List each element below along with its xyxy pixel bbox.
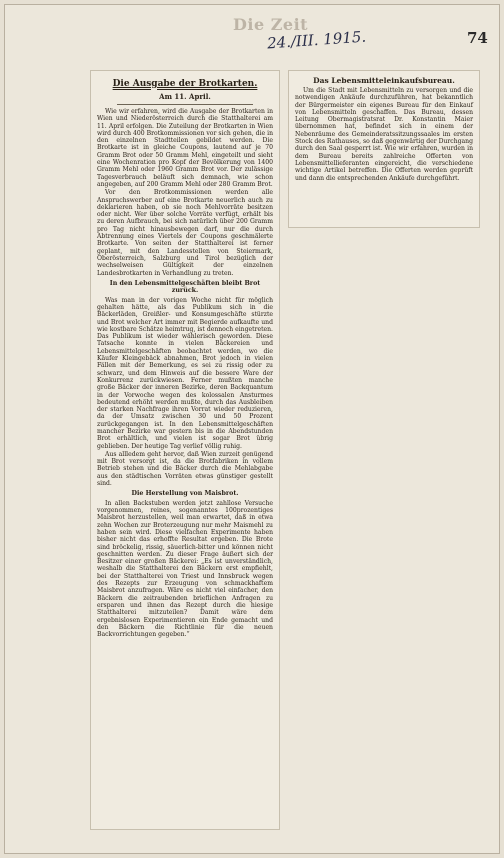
subheading: Die Herstellung von Maisbrot. <box>131 490 239 498</box>
paragraph: Um die Stadt mit Lebensmitteln zu versorgen und die notwendigen Ankäufe durchzuführen, hat bekanntlich der Bürgermeister ein eigenes Bureau für den Einkauf von Lebensmitteln geschaffen. Das Bureau, dessen Leitung Obermagistratsrat Dr. Konstantin Maier übernommen hat, befindet sich in einem der Nebenräume des Gemeinderatssitzungssaales im ersten Stock des Rathauses, so daß gegenwärtig der Durchgang durch den Saal gesperrt ist. Wie wir erfahren, wurden in dem Bureau bereits zahlreiche Offerten von Lebensmittellieferanten eingereicht, die verschiedene wichtige Artikel betreffen. Die Offerten werden geprüft und dann die entsprechenden Ankäufe durchgeführt. <box>295 87 473 182</box>
paragraph: In allen Backstuben werden jetzt zahllose Versuche vorgenommen, reines, sogenanntes 100prozentiges Maisbrot herzustellen, weil man erwartet, daß in etwa zehn Wochen zur Broterzeugung nur mehr Maismehl zu haben sein wird. Diese vielfachen Experimente haben bisher nicht das erhoffte Resultat ergeben. Die Brote sind bröckelig, rissig, säuerlich-bitter und können nicht geschnitten werden. Zu dieser Frage äußert sich der Besitzer einer großen Bäckerei: „Es ist unverständlich, weshalb die Statthalterei den Bäckern erst empfiehlt, bei der Statthalterei von Triest und Innsbruck wegen des Rezepts zur Erzeugung von schmackhaftem Maisbrot anzufragen. Wäre es nicht viel einfacher, den Bäckern die zeitraubenden brieflichen Anfragen zu ersparen und ihnen das Rezept durch die hiesige Statthalterei mitzuteilen? Damit wäre dem ergebnislosen Experimentieren ein Ende gemacht und den Bäckern die Richtlinie für die neuen Backvorrichtungen gegeben.“ <box>97 499 273 639</box>
paragraph: Vor den Brotkommissionen werden alle Anspruchswerber auf eine Brotkarte neuerlich auch zu deklarieren haben, ob sie noch Mehlvorräte besitzen oder nicht. Wer über solche Vorräte verfügt, erhält bis zu deren Aufbrauch, bei sich natürlich über 200 Gramm pro Tag nicht hinausbewegen darf, nur die durch Abtrennung eines Viertels der Coupons geschmälerte Brotkarte. Von seiten der Statthalterei ist ferner geplant, mit den Landesstellen von Steiermark, Oberösterreich, Salzburg und Tirol bezüglich der wechselweisen Gültigkeit der einzelnen Landesbrotkarten in Verhandlung zu treten. <box>97 189 273 277</box>
paragraph: Was man in der vorigen Woche nicht für möglich gehalten hätte, als das Publikum sich in die Bäckerläden, Greißler- und Konsumgeschäfte stürzte und Brot welcher Art immer mit Begierde aufkaufte und wie kostbare Schätze heimtrug, ist dennoch eingetreten. Das Publikum ist wieder wählerisch geworden. Diese Tatsache konnte in vielen Bäckereien und Lebensmittelgeschäften beobachtet werden, wo die Käufer Kleingebäck abnahmen, Brot jedoch in vielen Fällen mit der Bemerkung, es sei zu rissig oder zu schwarz, und dem Hinweis auf die bessere Ware der Konkurrenz zurückwiesen. Ferner mußten manche große Bäcker der inneren Bezirke, deren Backquantum in der Vorwoche wegen des kolossalen Ansturmes bedeutend erhöht werden mußte, durch das Ausbleiben der starken Nachfrage ihren Vorrat wieder reduzieren, da der Umsatz zwischen 30 und 50 Prozent zurückgegangen ist. In den Lebensmittelgeschäften mancher Bezirke war gestern bis in die Abendstunden Brot erhältlich, und vielen ist sogar Brot übrig geblieben. Der heutige Tag verlief völlig ruhig. <box>97 296 273 450</box>
right-clipping <box>288 70 480 228</box>
article-dateline: Am 11. April. <box>159 92 211 101</box>
paragraph: Aus allledem geht hervor, daß Wien zurzeit genügend mit Brot versorgt ist, da die Brotfabriken in vollem Betrieb stehen und die Bäcker durch die Mehlabgabe aus den städtischen Vorräten etwas günstiger gestellt sind. <box>97 450 273 488</box>
paragraph: Wie wir erfahren, wird die Ausgabe der Brotkarten in Wien und Niederösterreich durch die Statthalterei am 11. April erfolgen. Die Zuteilung der Brotkarten in Wien wird durch 400 Brotkommissionen vor sich gehen, die in den einzelnen Stadtteilen gebildet werden. Die Brotkarte ist in gleiche Coupons, lautend auf je 70 Gramm Brot oder 50 Gramm Mehl, eingeteilt und sieht eine Wochenration pro Kopf der Bevölkerung von 1400 Gramm Mehl oder 1960 Gramm Brot vor. Der zulässige Tagesverbrauch beläuft sich demnach, wie schon angegeben, auf 200 Gramm Mehl oder 280 Gramm Brot. <box>97 108 273 188</box>
page-number: 74 <box>467 29 488 47</box>
article-title: Die Ausgabe der Brotkarten. <box>112 79 258 89</box>
handwritten-date: 24./III. 1915. <box>266 27 367 53</box>
subheading: In den Lebensmittelgeschäften bleibt Brot zurück. <box>109 279 261 295</box>
article-title: Das Lebensmitteleinkaufsbureau. <box>313 76 455 85</box>
left-clipping <box>90 70 280 830</box>
newspaper-name: Die Zeit <box>233 15 309 34</box>
divider <box>117 104 253 105</box>
